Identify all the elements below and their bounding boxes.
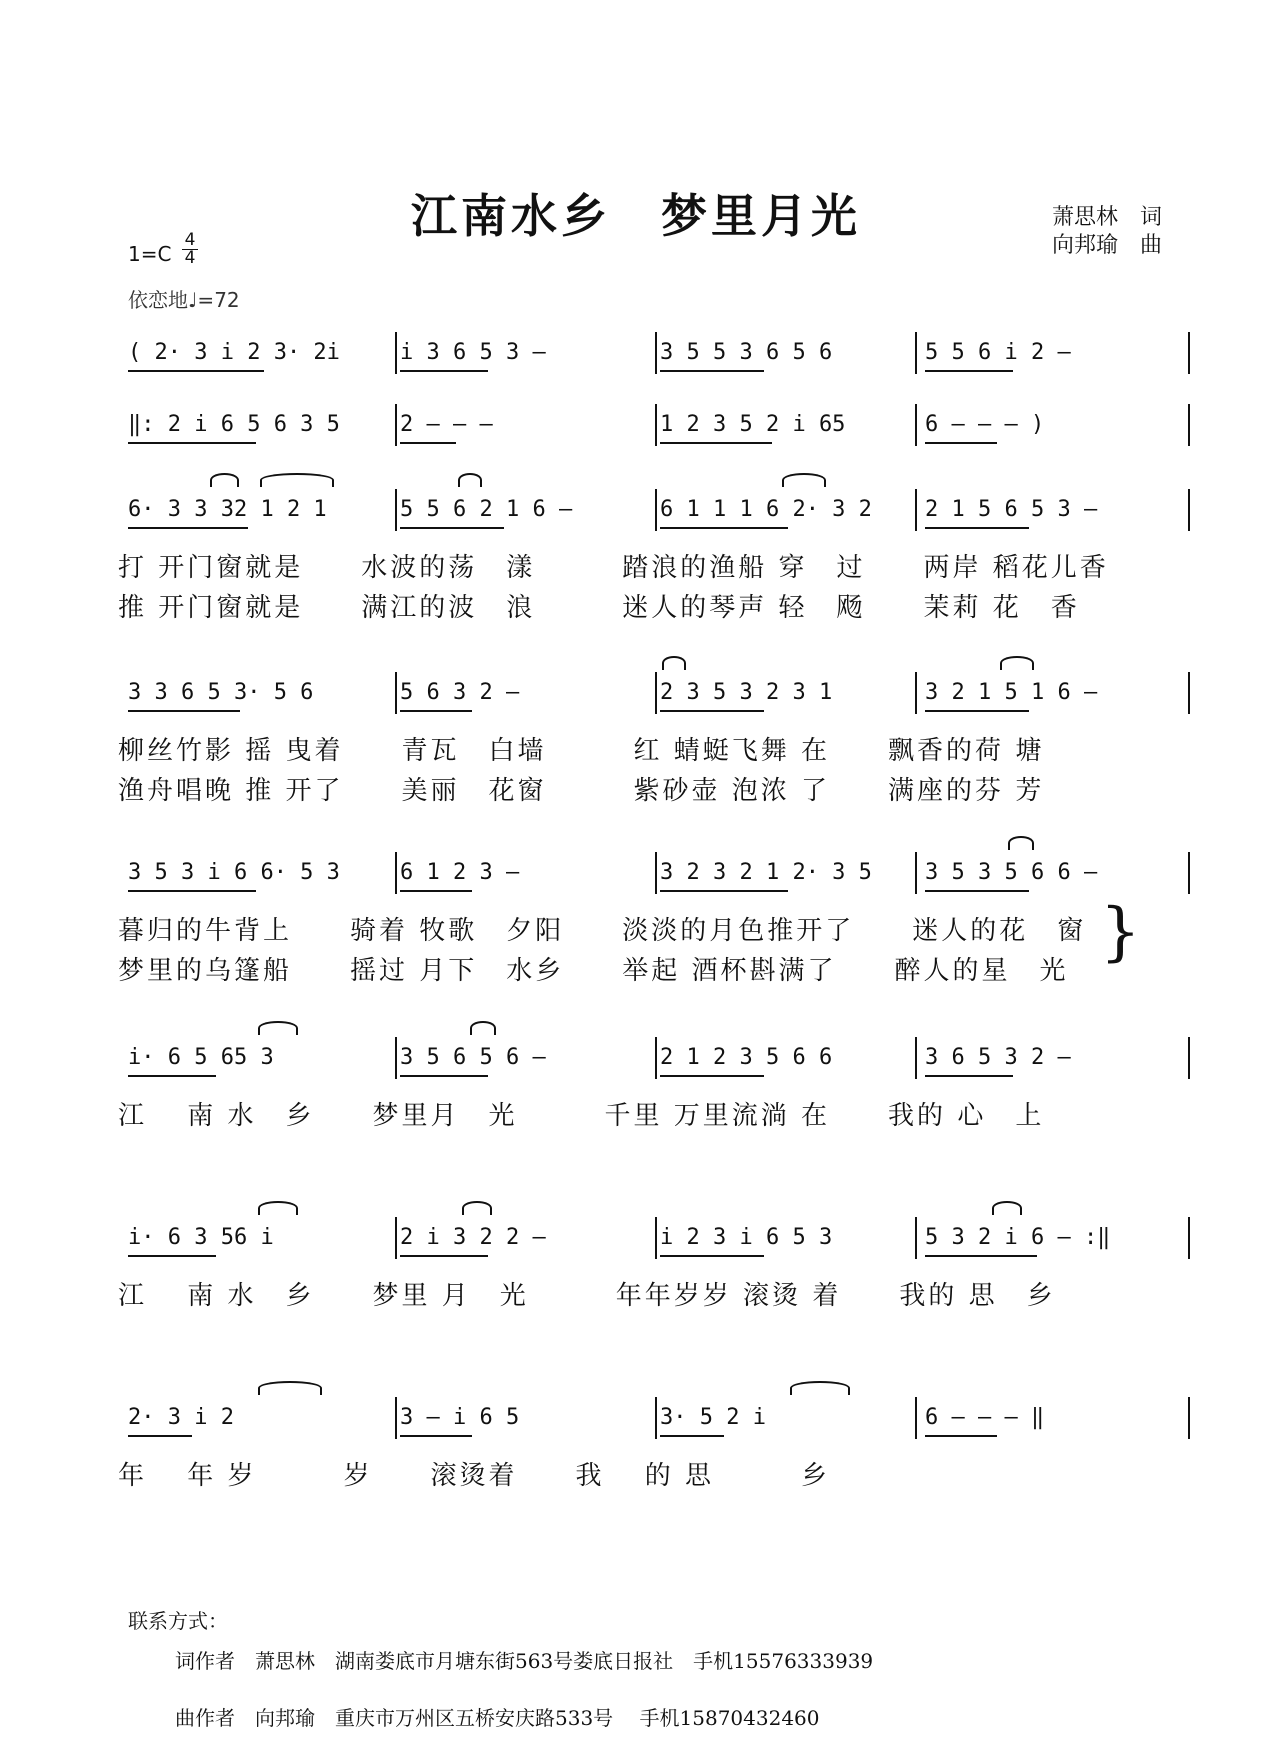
barline xyxy=(395,404,397,446)
beam-underline xyxy=(925,370,1013,372)
beam-underline xyxy=(660,527,788,529)
barline xyxy=(655,1217,657,1259)
lyric-line: 柳丝竹影 摇 曳着 青瓦 白墙 红 蜻蜓飞舞 在 飘香的荷 塘 xyxy=(118,736,1045,766)
barline xyxy=(655,404,657,446)
beam-underline xyxy=(400,527,504,529)
barline xyxy=(655,489,657,531)
barline xyxy=(1188,332,1190,374)
lyric-line: 暮归的牛背上 骑着 牧歌 夕阳 淡淡的月色推开了 迷人的花 窗 xyxy=(118,916,1087,946)
beam-underline xyxy=(128,710,240,712)
measure: 3 5 3 i 6 6· 5 3 xyxy=(128,860,340,885)
barline xyxy=(1188,1217,1190,1259)
time-signature-bottom: 4 xyxy=(182,249,198,267)
barline xyxy=(915,489,917,531)
barline xyxy=(395,1397,397,1439)
barline xyxy=(395,332,397,374)
slur-mark xyxy=(782,473,826,487)
barline xyxy=(1188,489,1190,531)
measure: 3 6 5 3 2 – xyxy=(925,1045,1071,1070)
barline xyxy=(655,672,657,714)
slur-mark xyxy=(1008,836,1034,850)
barline xyxy=(915,852,917,894)
beam-underline xyxy=(128,1255,216,1257)
measure: 2 i 3 2 2 – xyxy=(400,1225,546,1250)
barline xyxy=(1188,672,1190,714)
beam-underline xyxy=(128,890,256,892)
beam-underline xyxy=(400,1075,488,1077)
measure: i· 6 5 65 3 xyxy=(128,1045,274,1070)
barline xyxy=(395,489,397,531)
lyric-line: 年 年 岁 岁 滚烫着 我 的 思 乡 xyxy=(118,1461,831,1491)
beam-underline xyxy=(660,1435,724,1437)
time-signature-top: 4 xyxy=(184,230,196,250)
measure: 3 5 6 5 6 – xyxy=(400,1045,546,1070)
barline xyxy=(655,1397,657,1439)
beam-underline xyxy=(660,370,764,372)
measure: 2 1 5 6 5 3 – xyxy=(925,497,1098,522)
beam-underline xyxy=(925,527,1029,529)
key-signature: 1=C xyxy=(128,242,172,266)
slur-mark xyxy=(992,1201,1022,1215)
beam-underline xyxy=(660,890,788,892)
measure: 3 2 3 2 1 2· 3 5 xyxy=(660,860,872,885)
barline xyxy=(915,404,917,446)
beam-underline xyxy=(925,442,997,444)
measure: ( 2· 3 i 2 3· 2i xyxy=(128,340,340,365)
measure: 6 1 1 1 6 2· 3 2 xyxy=(660,497,872,522)
lyric-line: 江 南 水 乡 梦里月 光 千里 万里流淌 在 我的 心 上 xyxy=(118,1101,1045,1131)
slur-mark xyxy=(462,1201,492,1215)
beam-underline xyxy=(128,442,256,444)
measure: 5 5 6 i 2 – xyxy=(925,340,1071,365)
beam-underline xyxy=(400,1435,472,1437)
barline xyxy=(915,1397,917,1439)
lyric-line: 梦里的乌篷船 摇过 月下 水乡 举起 酒杯斟满了 醉人的星 光 xyxy=(118,956,1069,986)
beam-underline xyxy=(400,442,456,444)
slur-mark xyxy=(260,473,334,487)
barline xyxy=(915,1217,917,1259)
measure: ‖: 2 i 6 5 6 3 5 xyxy=(128,412,340,437)
barline xyxy=(395,672,397,714)
lyric-line: 江 南 水 乡 梦里 月 光 年年岁岁 滚烫 着 我的 思 乡 xyxy=(118,1281,1056,1311)
measure: 6 – – – ) xyxy=(925,412,1045,437)
lyricist-credit: 萧思林 词 xyxy=(1051,205,1162,230)
beam-underline xyxy=(400,1255,488,1257)
barline xyxy=(1188,1397,1190,1439)
contact-label: 联系方式： xyxy=(128,1609,228,1633)
measure: 2 3 5 3 2 3 1 xyxy=(660,680,833,705)
beam-underline xyxy=(660,442,772,444)
slur-mark xyxy=(258,1381,322,1395)
measure: i· 6 3 56 i xyxy=(128,1225,274,1250)
measure: 5 5 6 2 1 6 – xyxy=(400,497,573,522)
slur-mark xyxy=(458,473,482,487)
barline xyxy=(915,332,917,374)
beam-underline xyxy=(925,1435,997,1437)
beam-underline xyxy=(400,710,472,712)
measure: 2· 3 i 2 xyxy=(128,1405,234,1430)
beam-underline xyxy=(925,710,1029,712)
slur-mark xyxy=(1000,656,1034,670)
barline xyxy=(1188,1037,1190,1079)
beam-underline xyxy=(660,1075,764,1077)
slur-mark xyxy=(258,1201,298,1215)
measure: 3 2 1 5 1 6 – xyxy=(925,680,1098,705)
barline xyxy=(655,1037,657,1079)
beam-underline xyxy=(400,890,472,892)
beam-underline xyxy=(128,527,248,529)
composer-credit: 向邦瑜 曲 xyxy=(1051,233,1162,258)
barline xyxy=(1188,852,1190,894)
slur-mark xyxy=(210,473,239,487)
measure: 5 3 2 i 6 – :‖ xyxy=(925,1225,1111,1250)
measure: 2 1 2 3 5 6 6 xyxy=(660,1045,833,1070)
verse-brace: } xyxy=(1100,895,1141,969)
slur-mark xyxy=(790,1381,850,1395)
measure: 6 – – – ‖ xyxy=(925,1405,1045,1430)
measure: 3 5 5 3 6 5 6 xyxy=(660,340,833,365)
beam-underline xyxy=(128,370,264,372)
lyric-line: 渔舟唱晚 推 开了 美丽 花窗 紫砂壶 泡浓 了 满座的芬 芳 xyxy=(118,776,1045,806)
slur-mark xyxy=(662,656,686,670)
measure: 3 – i 6 5 xyxy=(400,1405,520,1430)
lyric-line: 推 开门窗就是 满江的波 浪 迷人的琴声 轻 飏 茉莉 花 香 xyxy=(118,593,1080,623)
measure: 3 5 3 5 6 6 – xyxy=(925,860,1098,885)
beam-underline xyxy=(925,1255,1037,1257)
slur-mark xyxy=(258,1021,298,1035)
contact-lyricist: 词作者 萧思林 湖南娄底市月塘东街563号娄底日报社 手机15576333939 xyxy=(175,1649,874,1673)
measure: 1 2 3 5 2 i 65 xyxy=(660,412,846,437)
measure: 3 3 6 5 3· 5 6 xyxy=(128,680,314,705)
barline xyxy=(395,852,397,894)
measure: 6· 3 3 32 1 2 1 xyxy=(128,497,327,522)
time-signature xyxy=(182,232,198,267)
beam-underline xyxy=(400,370,488,372)
measure: 5 6 3 2 – xyxy=(400,680,520,705)
measure: 6 1 2 3 – xyxy=(400,860,520,885)
beam-underline xyxy=(660,710,764,712)
measure: i 3 6 5 3 – xyxy=(400,340,546,365)
beam-underline xyxy=(925,1075,1013,1077)
barline xyxy=(395,1217,397,1259)
barline xyxy=(655,852,657,894)
song-title: 江南水乡 梦里月光 xyxy=(411,189,861,243)
beam-underline xyxy=(128,1075,216,1077)
beam-underline xyxy=(925,890,1029,892)
tempo-marking: 依恋地♩=72 xyxy=(128,288,240,312)
slur-mark xyxy=(470,1021,496,1035)
contact-composer: 曲作者 向邦瑜 重庆市万州区五桥安庆路533号 手机15870432460 xyxy=(175,1706,820,1730)
beam-underline xyxy=(660,1255,764,1257)
barline xyxy=(655,332,657,374)
measure: i 2 3 i 6 5 3 xyxy=(660,1225,833,1250)
barline xyxy=(1188,404,1190,446)
barline xyxy=(915,1037,917,1079)
barline xyxy=(915,672,917,714)
beam-underline xyxy=(128,1435,192,1437)
barline xyxy=(395,1037,397,1079)
measure: 2 – – – xyxy=(400,412,493,437)
lyric-line: 打 开门窗就是 水波的荡 漾 踏浪的渔船 穿 过 两岸 稻花儿香 xyxy=(118,553,1109,583)
measure: 3· 5 2 i xyxy=(660,1405,766,1430)
